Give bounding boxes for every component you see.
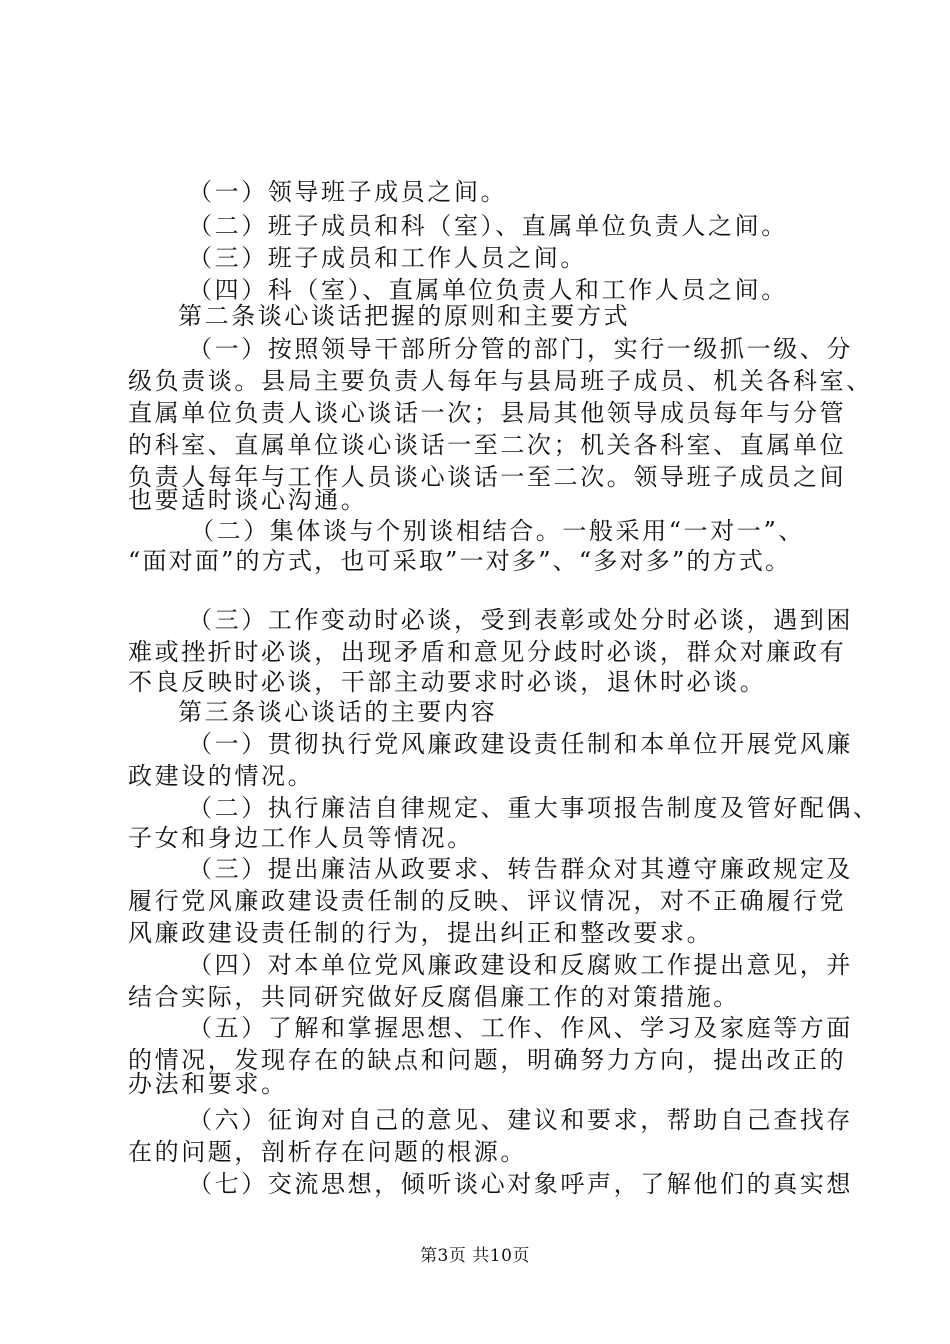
- paragraph-line: 办法和要求。: [128, 1070, 288, 1098]
- paragraph-line: （三）班子成员和工作人员之间。: [188, 244, 587, 272]
- paragraph-line: （二）集体谈与个别谈相结合。一般采用“一对一”、: [190, 517, 805, 545]
- section-heading: 第二条谈心谈话把握的原则和主要方式: [178, 302, 631, 330]
- paragraph-line: （三）提出廉洁从政要求、转告群众对其遵守廉政规定及: [188, 855, 853, 883]
- paragraph-line: 结合实际，共同研究做好反腐倡廉工作的对策措施。: [128, 983, 740, 1011]
- paragraph-line: “面对面”的方式，也可采取”一对多”、“多对多”的方式。: [128, 547, 792, 575]
- paragraph-line: 在的问题，剖析存在问题的根源。: [128, 1138, 527, 1166]
- paragraph-line: 的情况，发现存在的缺点和问题，明确努力方向，提出改正的: [128, 1046, 847, 1074]
- page-number-footer: 第3页 共10页: [420, 1246, 530, 1266]
- section-heading: 第三条谈心谈话的主要内容: [178, 698, 498, 726]
- paragraph-line: （四）科（室）、直属单位负责人和工作人员之间。: [188, 276, 788, 304]
- paragraph-line: 难或挫折时必谈，出现矛盾和意见分歧时必谈，群众对廉政有: [128, 638, 847, 666]
- paragraph-line: 履行党风廉政建设责任制的反映、评议情况，对不正确履行党: [128, 887, 847, 915]
- paragraph-line: （二）班子成员和科（室）、直属单位负责人之间。: [188, 212, 788, 240]
- paragraph-line: （一）领导班子成员之间。: [188, 178, 508, 206]
- paragraph-line: 政建设的情况。: [128, 762, 315, 790]
- paragraph-line: 的科室、直属单位谈心谈话一至二次；机关各科室、直属单位: [128, 431, 847, 459]
- paragraph-line: 子女和身边工作人员等情况。: [128, 824, 474, 852]
- paragraph-line: 级负责谈。县局主要负责人每年与县局班子成员、机关各科室、: [128, 367, 873, 395]
- paragraph-line: 直属单位负责人谈心谈话一次；县局其他领导成员每年与分管: [128, 399, 847, 427]
- paragraph-line: （六）征询对自己的意见、建议和要求，帮助自己查找存: [188, 1106, 853, 1134]
- paragraph-line: （二）执行廉洁自律规定、重大事项报告制度及管好配偶、: [188, 794, 880, 822]
- paragraph-line: 负责人每年与工作人员谈心谈话一至二次。领导班子成员之间: [128, 463, 847, 491]
- paragraph-line: （一）贯彻执行党风廉政建设责任制和本单位开展党风廉: [188, 730, 853, 758]
- paragraph-line: （五）了解和掌握思想、工作、作风、学习及家庭等方面: [188, 1014, 853, 1042]
- paragraph-line: 风廉政建设责任制的行为，提出纠正和整改要求。: [128, 919, 714, 947]
- paragraph-line: 也要适时谈心沟通。: [128, 486, 368, 514]
- paragraph-line: （七）交流思想，倾听谈心对象呼声，了解他们的真实想: [188, 1170, 853, 1198]
- paragraph-line: （四）对本单位党风廉政建设和反腐败工作提出意见，并: [188, 951, 853, 979]
- paragraph-line: （三）工作变动时必谈，受到表彰或处分时必谈，遇到困: [188, 606, 853, 634]
- paragraph-line: 不良反映时必谈，干部主动要求时必谈，退休时必谈。: [128, 668, 767, 696]
- paragraph-line: （一）按照领导干部所分管的部门，实行一级抓一级、分: [188, 335, 853, 363]
